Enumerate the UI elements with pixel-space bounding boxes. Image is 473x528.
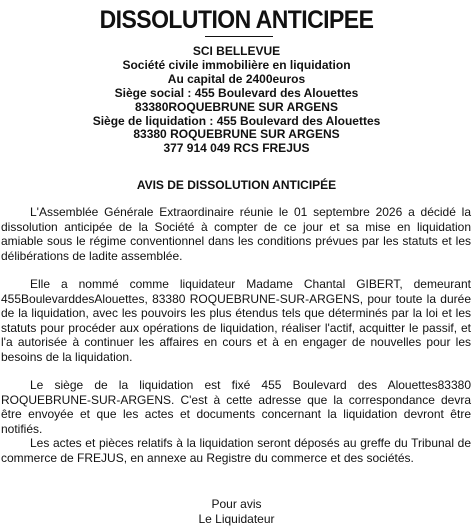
registered-office-line1: Siège social : 455 Boulevard des Alouettes bbox=[114, 85, 359, 100]
liquidation-office-line1: Siège de liquidation : 455 Boulevard des Alouettes bbox=[92, 113, 381, 128]
signature-line2: Le Liquidateur bbox=[198, 511, 275, 526]
heading-divider bbox=[205, 36, 273, 37]
paragraph-liquidation-office: Le siège de la liquidation est fixé 455 Boulevard des Alouettes83380 ROQUEBRUNE-SUR-ARGENS. C'est à cette adresse que la correspondance devra être envoyée et que les actes et documents concernant la liquidation devront être notifiés. bbox=[1, 378, 471, 436]
company-capital: Au capital de 2400euros bbox=[167, 71, 306, 86]
company-name: SCI BELLEVUE bbox=[192, 44, 281, 58]
signature-line1: Pour avis bbox=[211, 497, 262, 511]
rcs-number: 377 914 049 RCS FREJUS bbox=[163, 141, 310, 156]
signature-block bbox=[0, 497, 473, 526]
registered-office-line2: 83380ROQUEBRUNE SUR ARGENS bbox=[135, 99, 338, 114]
company-header bbox=[0, 45, 473, 156]
liquidation-office-line2: 83380 ROQUEBRUNE SUR ARGENS bbox=[133, 127, 340, 142]
notice-subtitle: AVIS DE DISSOLUTION ANTICIPÉE bbox=[136, 178, 337, 192]
paragraph-liquidator: Elle a nommé comme liquidateur Madame Chantal GIBERT, demeurant 455BoulevarddesAlouettes, 83380 ROQUEBRUNE-SUR-ARGENS, pour toute la durée de la liquidation, avec les pouvoirs les plus étendus tels que déterminés par la loi et les statuts pour procéder aux opérations de liquidation, réaliser l'actif, acquitter le passif, et l'a autorisée à continuer les affaires en cours et à en engager de nouvelles pour les besoins de la liquidation. bbox=[1, 277, 471, 364]
company-type: Société civile immobilière en liquidation bbox=[122, 57, 351, 72]
paragraph-filing: Les actes et pièces relatifs à la liquidation seront déposés au greffe du Tribunal de commerce de FREJUS, en annexe au Registre du commerce et des sociétés. bbox=[1, 436, 471, 465]
paragraph-resolution: L'Assemblée Générale Extraordinaire réunie le 01 septembre 2026 a décidé la dissolution anticipée de la Société à compter de ce jour et sa mise en liquidation amiable sous le régime conventionnel dans les conditions prévues par les statuts et les délibérations de ladite assemblée. bbox=[1, 205, 471, 263]
notice-heading: DISSOLUTION ANTICIPEE bbox=[99, 6, 374, 34]
